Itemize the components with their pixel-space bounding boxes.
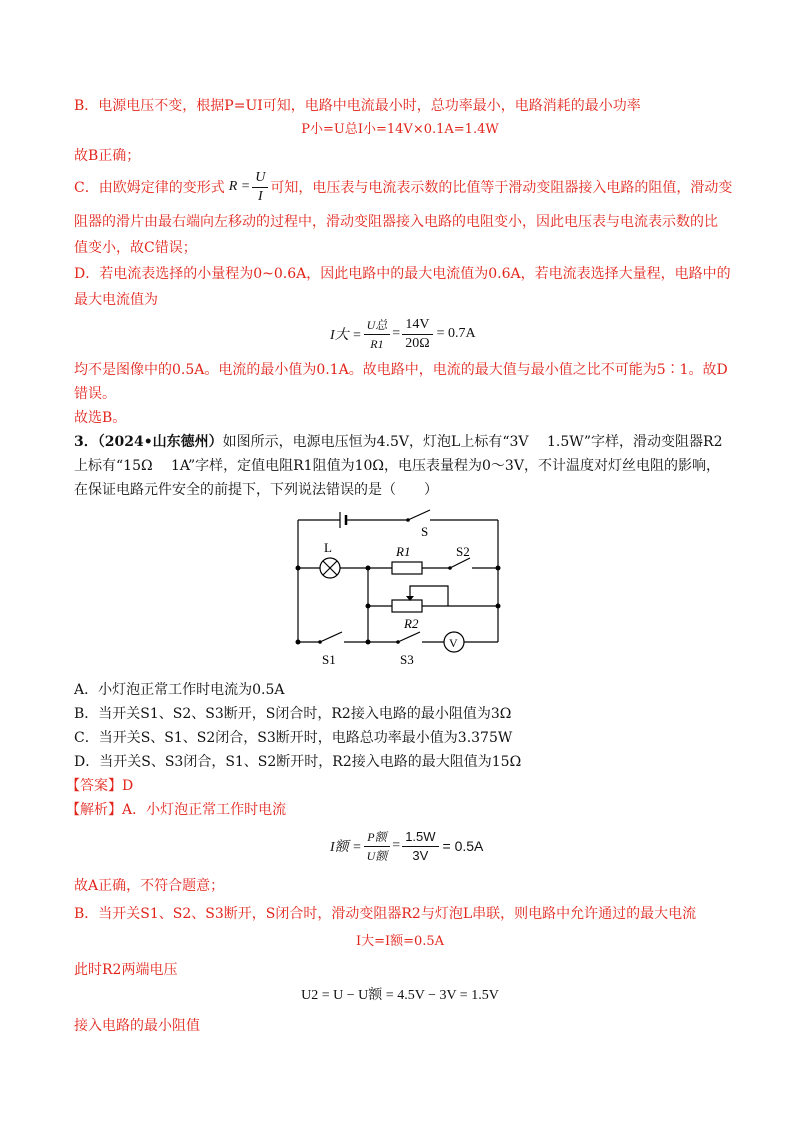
frac2-num: 14V — [402, 316, 432, 335]
question-number: 3． — [74, 434, 98, 450]
ohm-fraction — [252, 169, 268, 206]
solution-c-prefix: C．由欧姆定律的变形式 — [74, 180, 225, 196]
option-b: B．当开关S1、S2、S3断开，S闭合时，R2接入电路的最小阻值为3Ω — [74, 706, 512, 722]
rated-current-frac2 — [402, 828, 438, 865]
circuit-diagram — [280, 502, 520, 674]
analysis-b-line3: 接入电路的最小阻值 — [74, 1018, 200, 1034]
label-s3: S3 — [400, 652, 414, 667]
solution-d-line2: 最大电流值为 — [74, 292, 158, 308]
frac2-den: 20Ω — [405, 335, 430, 351]
a-eq: = — [392, 838, 401, 853]
a-frac1-den: U额 — [366, 848, 388, 863]
solution-b-conclusion: 故B正确； — [74, 148, 141, 164]
solution-d-line4: 错误。 — [74, 386, 116, 402]
eq-sign: = — [392, 326, 401, 341]
option-c: C．当开关S、S1、S2闭合，S3断开时，电路总功率最小值为3.375W — [74, 730, 513, 746]
resistor-r2 — [392, 600, 422, 612]
solution-c-line2: 阻器的滑片由最右端向左移动的过程中，滑动变阻器接入电路的电阻变小，因此电压表与电流表示数的比 — [74, 214, 718, 230]
solution-b-formula: P小=U总I小=14V×0.1A=1.4W — [301, 122, 499, 137]
solution-c-line1 — [74, 170, 732, 204]
ohm-fraction-den: I — [257, 188, 263, 204]
answer-tag: 【答案】 — [66, 778, 122, 794]
option-d: D．当开关S、S3闭合，S1、S2断开时，R2接入电路的最大阻值为15Ω — [74, 754, 522, 770]
switch-s-blade — [408, 510, 430, 520]
rated-current-formula — [330, 824, 483, 868]
a-result: = 0.5A — [442, 838, 484, 854]
question-source: （2024•山东德州） — [97, 434, 223, 450]
max-current-result: = 0.7A — [436, 326, 476, 341]
label-r1: R1 — [396, 544, 411, 559]
max-current-lhs: I大 = — [330, 328, 362, 343]
final-choice: 故选B。 — [74, 410, 127, 426]
max-current-frac2 — [402, 316, 432, 353]
analysis-b-line2: 此时R2两端电压 — [74, 962, 178, 978]
analysis-tag: 【解析】 — [66, 802, 122, 818]
switch-s3-blade — [398, 632, 420, 642]
solution-b-text: B．电源电压不变，根据P=UI可知，电路中电流最小时，总功率最小，电路消耗的最小功率 — [74, 98, 641, 114]
switch-s2-blade — [450, 558, 470, 568]
option-a: A．小灯泡正常工作时电流为0.5A — [74, 682, 285, 698]
label-v: V — [449, 636, 458, 650]
analysis-a-row — [66, 800, 286, 820]
question3-line2: 上标有“15Ω 1A”字样，定值电阻R1阻值为10Ω，电压表量程为0～3V，不计温度对灯丝电阻的影响， — [74, 458, 720, 474]
frac1-den: R1 — [370, 336, 384, 351]
question3-line1 — [74, 432, 723, 452]
question-text-1: 如图所示，电源电压恒为4.5V，灯泡L上标有“3V 1.5W”字样，滑动变阻器R2 — [222, 434, 723, 450]
ohm-formula-lhs: R = — [228, 179, 251, 194]
switch-s1-blade — [320, 632, 342, 642]
analysis-a-line: A．小灯泡正常工作时电流 — [122, 802, 287, 818]
resistor-r1 — [392, 562, 422, 574]
analysis-b-formula: I大=I额=0.5A — [355, 934, 445, 949]
a-frac1-num: P额 — [364, 828, 391, 847]
answer-row — [66, 776, 133, 796]
solution-d-line1: D．若电流表选择的小量程为0~0.6A，因此电路中的最大电流值为0.6A，若电流表选择大量程，电路中的 — [74, 266, 731, 282]
analysis-b-formula2: U2 = U − U额 = 4.5V − 3V = 1.5V — [301, 988, 499, 1003]
solution-d-line3: 均不是图像中的0.5A。电流的最小值为0.1A。故电路中，电流的最大值与最小值之比不可能为5∶1。故D — [74, 362, 728, 378]
label-s2: S2 — [456, 544, 470, 559]
a-frac2-den: 3V — [412, 847, 429, 863]
rated-current-frac1 — [364, 828, 391, 865]
analysis-a-conclusion: 故A正确，不符合题意； — [74, 878, 225, 894]
label-s: S — [421, 524, 429, 539]
rated-current-lhs: I额 = — [330, 840, 362, 855]
a-frac2-num: 1.5W — [402, 828, 438, 847]
ohm-fraction-num: U — [252, 169, 268, 188]
max-current-formula — [330, 312, 476, 356]
label-l: L — [324, 540, 332, 555]
label-s1: S1 — [322, 652, 336, 667]
analysis-b-line: B．当开关S1、S2、S3断开，S闭合时，滑动变阻器R2与灯泡L串联，则电路中允许通过的最大电流 — [74, 906, 697, 922]
solution-c-line3: 值变小，故C错误； — [74, 240, 197, 256]
question3-line3: 在保证电路元件安全的前提下，下列说法错误的是（ ） — [74, 482, 438, 498]
max-current-frac1 — [364, 316, 391, 353]
answer-value: D — [122, 778, 134, 794]
solution-c-suffix: 可知，电压表与电流表示数的比值等于滑动变阻器接入电路的阻值，滑动变 — [270, 180, 733, 196]
label-r2: R2 — [404, 616, 419, 631]
frac1-num: U总 — [364, 316, 391, 335]
